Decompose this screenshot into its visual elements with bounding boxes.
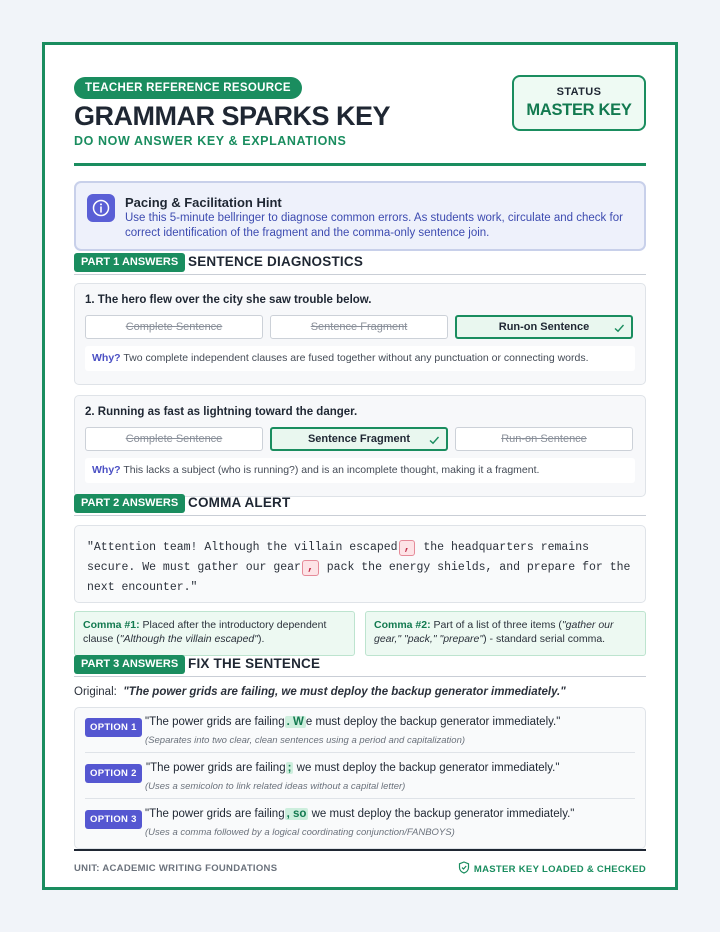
option-label: Run-on Sentence — [498, 321, 590, 333]
why-text: Two complete independent clauses are fused together without any punctuation or connecting words. — [123, 352, 589, 364]
option-3-badge: OPTION 3 — [85, 810, 142, 829]
comma-quote — [74, 525, 646, 603]
question-text: 2. Running as fast as lightning toward the danger. — [85, 406, 358, 418]
original-label: Original: — [74, 686, 117, 698]
quote-text: We must gather our gear — [142, 561, 301, 574]
question-card-1 — [74, 283, 646, 385]
answer-key-sheet — [42, 42, 678, 890]
key-status-text: MASTER KEY LOADED & CHECKED — [473, 863, 646, 875]
comma-2-end: ) - standard serial comma. — [483, 633, 606, 645]
fix-sentence — [145, 808, 574, 820]
info-icon — [87, 194, 115, 222]
option-complete-sentence[interactable]: Complete Sentence — [85, 315, 263, 339]
page-title: GRAMMAR SPARKS KEY — [74, 101, 391, 131]
comma-1-text: Placed after the introductory dependent clause ( — [83, 619, 327, 645]
status-label: STATUS — [556, 86, 602, 98]
option-sentence-fragment[interactable] — [270, 427, 448, 451]
quote-text: pack the energy shields, and prepare for the next encounter." — [87, 561, 631, 594]
sentence-part: "The power grids are failing — [146, 762, 286, 774]
fix-option-2 — [85, 754, 635, 799]
hint-text: Use this 5-minute bellringer to diagnose common errors. As students work, circulate and check for correct identification of the fragment and the comma-only sentence join. — [125, 212, 623, 239]
unit-label: UNIT: ACADEMIC WRITING FOUNDATIONS — [74, 863, 278, 874]
why-label: Why? — [92, 352, 121, 364]
resource-tag: TEACHER REFERENCE RESOURCE — [74, 77, 302, 99]
quote-text: "Attention team! Although the villain escaped — [87, 541, 398, 554]
fix-options — [74, 707, 646, 849]
explanation — [85, 458, 635, 483]
original-sentence — [74, 686, 566, 698]
comma-1-example: "Although the villain escaped" — [119, 633, 258, 645]
part1-title: SENTENCE DIAGNOSTICS — [188, 254, 364, 269]
fix-highlight: ; — [287, 762, 292, 774]
check-icon — [428, 433, 440, 453]
page-subtitle: DO NOW ANSWER KEY & EXPLANATIONS — [74, 134, 347, 148]
key-status — [458, 861, 646, 877]
footer-divider — [74, 849, 646, 851]
option-label: Sentence Fragment — [307, 433, 411, 445]
fix-sentence — [146, 762, 559, 774]
comma-2-text: Part of a list of three items ( — [433, 619, 562, 631]
part2-header — [74, 492, 646, 516]
question-text: 1. The hero flew over the city she saw trouble below. — [85, 294, 372, 306]
fix-note: (Uses a comma followed by a logical coordinating conjunction/FANBOYS) — [145, 827, 455, 838]
hint-title: Pacing & Facilitation Hint — [125, 195, 282, 210]
shield-check-icon — [458, 861, 470, 877]
why-label: Why? — [92, 464, 121, 476]
fix-note: (Uses a semicolon to link related ideas without a capital letter) — [145, 781, 406, 792]
part1-pill: PART 1 ANSWERS — [74, 253, 185, 272]
comma-highlight-1: , — [399, 540, 416, 556]
sentence-part: e must deploy the backup generator immediately." — [305, 716, 561, 728]
explanation — [85, 346, 635, 371]
part2-pill: PART 2 ANSWERS — [74, 494, 185, 513]
quote-text: the headquarters remains secure. — [87, 541, 590, 574]
option-2-badge: OPTION 2 — [85, 764, 142, 783]
check-icon — [613, 321, 625, 341]
part2-title: COMMA ALERT — [188, 495, 291, 510]
option-run-on-sentence[interactable]: Run-on Sentence — [455, 427, 633, 451]
sentence-part: "The power grids are failing — [145, 808, 285, 820]
option-complete-sentence[interactable]: Complete Sentence — [85, 427, 263, 451]
part1-header — [74, 251, 646, 275]
fix-highlight: , so — [286, 808, 307, 820]
fix-note: (Separates into two clear, clean sentences using a period and capitalization) — [145, 735, 466, 746]
part3-header — [74, 653, 646, 677]
part3-pill: PART 3 ANSWERS — [74, 655, 185, 674]
why-text: This lacks a subject (who is running?) and is an incomplete thought, making it a fragment. — [123, 464, 540, 476]
comma-1-explanation — [74, 611, 355, 656]
original-text: "The power grids are failing, we must deploy the backup generator immediately." — [123, 686, 566, 698]
option-sentence-fragment[interactable]: Sentence Fragment — [270, 315, 448, 339]
comma-highlight-2: , — [302, 560, 319, 576]
sentence-part: we must deploy the backup generator immediately." — [293, 762, 560, 774]
part3-title: FIX THE SENTENCE — [188, 656, 321, 671]
sentence-part: we must deploy the backup generator immediately." — [308, 808, 575, 820]
pacing-hint — [74, 181, 646, 251]
fix-highlight: . W — [286, 716, 304, 728]
option-run-on-sentence[interactable] — [455, 315, 633, 339]
sentence-part: "The power grids are failing — [145, 716, 285, 728]
comma-1-label: Comma #1: — [83, 619, 140, 631]
comma-2-explanation — [365, 611, 646, 656]
option-1-badge: OPTION 1 — [85, 718, 142, 737]
fix-option-3 — [85, 800, 635, 845]
fix-sentence — [145, 716, 560, 728]
comma-2-example: "gather our gear," "pack," "prepare" — [374, 619, 614, 645]
comma-1-end: ). — [257, 633, 265, 645]
question-card-2 — [74, 395, 646, 497]
fix-option-1 — [85, 708, 635, 753]
header-divider — [74, 163, 646, 166]
comma-2-label: Comma #2: — [374, 619, 431, 631]
status-value: MASTER KEY — [526, 101, 632, 119]
status-box — [512, 75, 646, 131]
